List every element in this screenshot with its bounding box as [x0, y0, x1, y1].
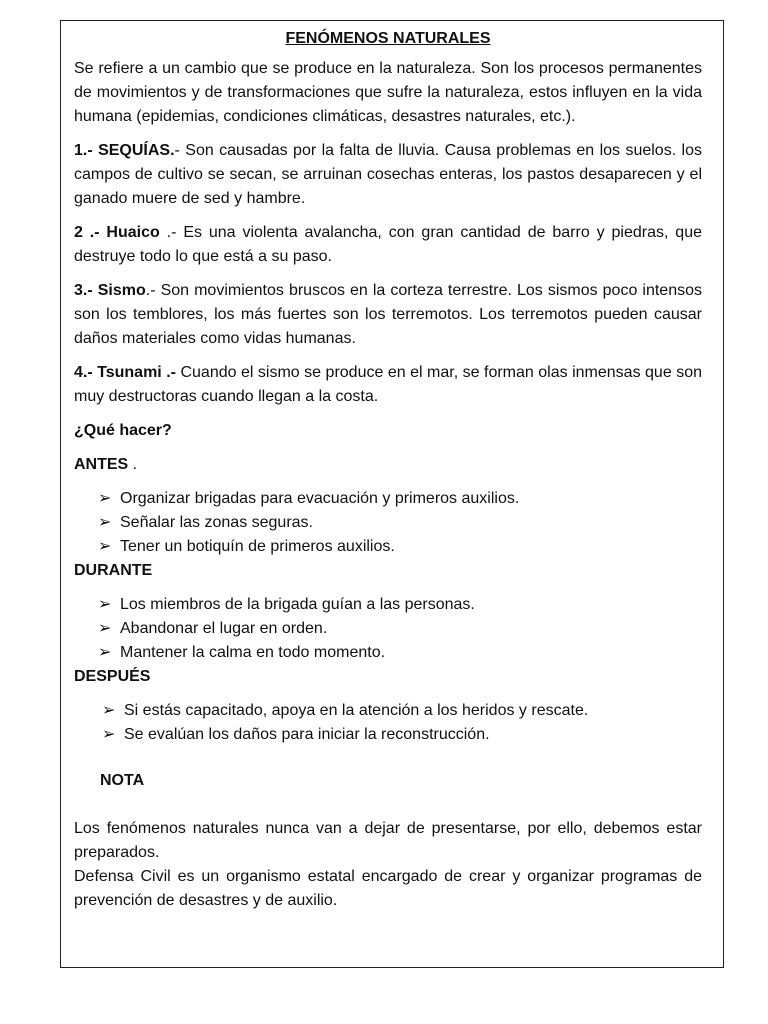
list-item-text: Abandonar el lugar en orden.	[120, 620, 328, 637]
closing-paragraph-2: Defensa Civil es un organismo estatal encargado de crear y organizar programas de prevención de desastres y de auxilio.	[74, 868, 702, 909]
list-item-text: Mantener la calma en todo momento.	[120, 644, 386, 661]
list-item	[98, 535, 702, 559]
list-item	[98, 641, 702, 665]
arrow-bullet-icon: ➢	[98, 514, 112, 531]
arrow-bullet-icon: ➢	[98, 596, 112, 613]
arrow-bullet-icon: ➢	[98, 620, 112, 637]
intro-paragraph: Se refiere a un cambio que se produce en la naturaleza. Son los procesos permanentes de movimientos y de transformaciones que sufre la naturaleza, estos influyen en la vida humana (epidemias, condiciones climáticas, desastres naturales, etc.).	[74, 60, 702, 125]
arrow-bullet-icon: ➢	[98, 644, 112, 661]
antes-heading	[74, 453, 702, 477]
durante-heading: DURANTE	[74, 562, 153, 579]
item-sismo	[74, 279, 702, 351]
document-body	[74, 29, 702, 913]
list-item-text: Organizar brigadas para evacuación y primeros auxilios.	[120, 490, 520, 507]
list-item	[102, 699, 702, 723]
item-sequias	[74, 139, 702, 211]
list-item-text: Señalar las zonas seguras.	[120, 514, 313, 531]
antes-label: ANTES	[74, 456, 129, 473]
list-item-text: Si estás capacitado, apoya en la atención a los heridos y rescate.	[124, 702, 589, 719]
closing-paragraph-1: Los fenómenos naturales nunca van a dejar de presentarse, por ello, debemos estar preparados.	[74, 820, 702, 861]
list-item	[98, 617, 702, 641]
item-text: - Son causadas por la falta de lluvia. Causa problemas en los suelos. los campos de cultivo se secan, se arruinan cosechas enteras, los pastos desaparecen y el ganado muere de sed y hambre.	[74, 142, 703, 207]
arrow-bullet-icon: ➢	[98, 490, 112, 507]
list-item	[102, 723, 702, 747]
item-text: Cuando el sismo se produce en el mar, se forman olas inmensas que son muy destructoras cuando llegan a la costa.	[74, 364, 702, 405]
antes-list	[74, 487, 702, 559]
nota-heading: NOTA	[100, 772, 145, 789]
item-label: 4.- Tsunami .-	[74, 364, 176, 381]
list-item	[98, 487, 702, 511]
list-item-text: Se evalúan los daños para iniciar la reconstrucción.	[124, 726, 490, 743]
item-tsunami	[74, 361, 702, 409]
arrow-bullet-icon: ➢	[98, 538, 112, 555]
item-label: 2 .- Huaico	[74, 224, 167, 241]
document-title: FENÓMENOS NATURALES	[285, 30, 491, 47]
arrow-bullet-icon: ➢	[102, 726, 116, 743]
durante-list	[74, 593, 702, 665]
list-item	[98, 511, 702, 535]
item-huaico	[74, 221, 702, 269]
item-label: 3.- Sismo	[74, 282, 146, 299]
que-hacer-heading: ¿Qué hacer?	[74, 422, 172, 439]
list-item-text: Los miembros de la brigada guían a las personas.	[120, 596, 475, 613]
item-text: .- Son movimientos bruscos en la corteza terrestre. Los sismos poco intensos son los temblores, los más fuertes son los terremotos. Los terremotos pueden causar daños materiales como vidas humanas.	[74, 282, 702, 347]
list-item-text: Tener un botiquín de primeros auxilios.	[120, 538, 395, 555]
list-item	[98, 593, 702, 617]
item-label: 1.- SEQUÍAS.	[74, 142, 175, 159]
arrow-bullet-icon: ➢	[102, 702, 116, 719]
document-frame	[60, 20, 724, 968]
despues-heading: DESPUÉS	[74, 668, 151, 685]
despues-list	[74, 699, 702, 747]
antes-suffix: .	[128, 456, 138, 473]
item-text: .- Es una violenta avalancha, con gran cantidad de barro y piedras, que destruye todo lo que está a su paso.	[74, 224, 702, 265]
